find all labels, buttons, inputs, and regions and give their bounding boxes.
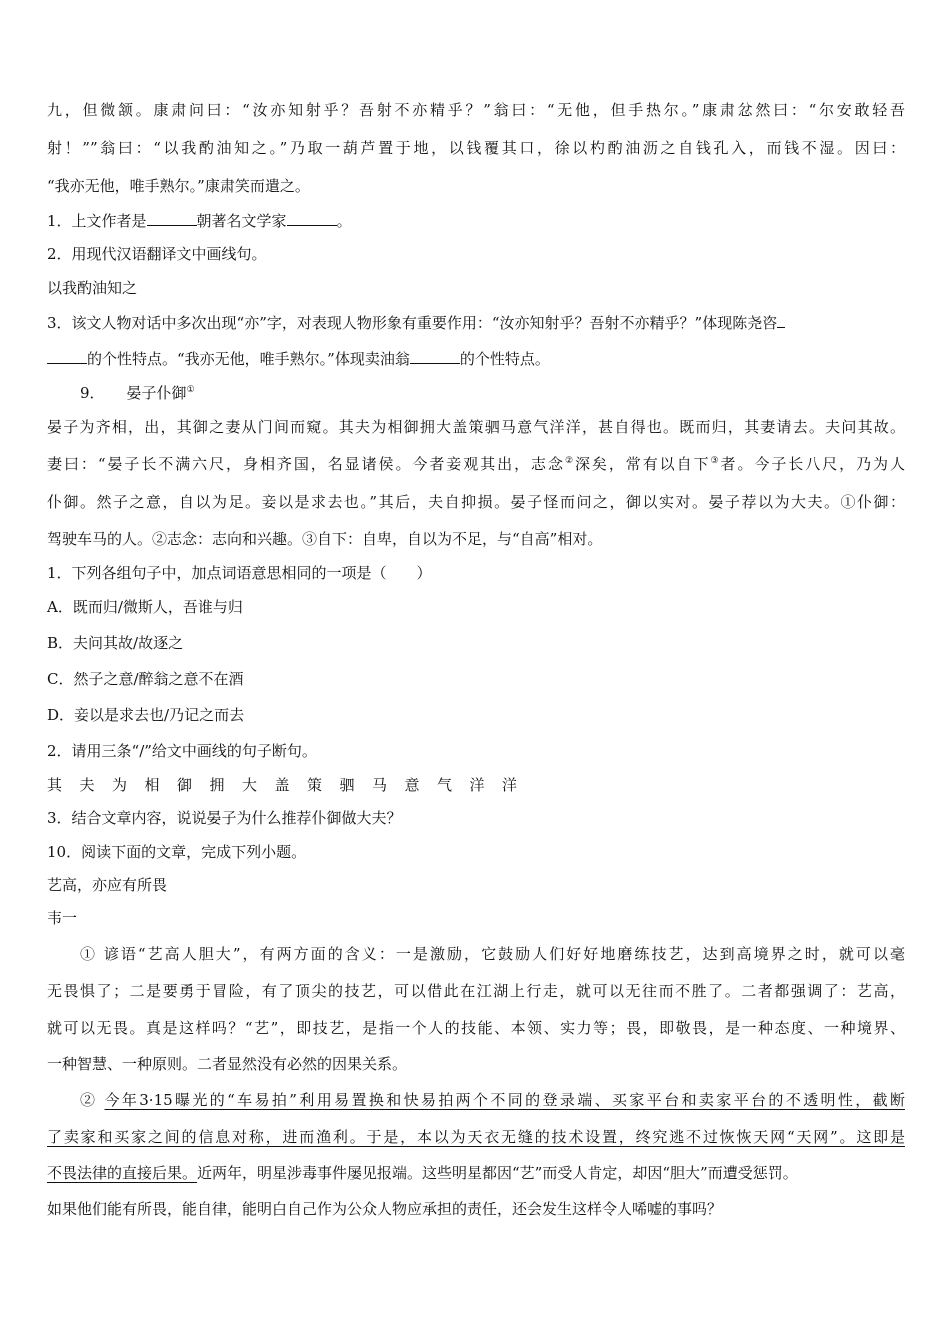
article-title: 艺高，亦应有所畏 bbox=[47, 876, 168, 894]
passage-line: 九，但微颔。康肃问曰：“汝亦知射乎？吾射不亦精乎？”翁曰：“无他，但手热尔。”康肃忿然曰：“尔安敢轻吾 bbox=[47, 101, 905, 119]
passage-line: 仆御。然子之意，自以为足。妾以是求去也。”其后，夫自抑损。晏子怪而问之，御以实对。晏子荐以为大夫。①仆御： bbox=[47, 493, 905, 511]
translation-sentence: 以我酌油知之 bbox=[47, 279, 138, 297]
option-c[interactable]: C．然子之意/醉翁之意不在酒 bbox=[47, 670, 244, 688]
article-paragraph-line: 一种智慧、一种原则。二者显然没有必然的因果关系。 bbox=[47, 1055, 408, 1073]
passage-line: 妻曰：“晏子长不满六尺，身相齐国，名显诸侯。今者妾观其出，志念②深矣，常有以自下③者。今子长八尺，乃为人 bbox=[47, 455, 905, 473]
article-paragraph-line: ② 今年3·15曝光的“车易拍”利用易置换和快易拍两个不同的登录端、买家平台和卖家平台的不透明性，截断 bbox=[80, 1091, 905, 1109]
option-a[interactable]: A．既而归/微斯人，吾谁与归 bbox=[47, 598, 243, 616]
annotation-line: 驾驶车马的人。②志念：志向和兴趣。③自下：自卑，自以为不足，与“自高”相对。 bbox=[47, 530, 603, 548]
question-8-3-cont: 的个性特点。“我亦无他，唯手熟尔。”体现卖油翁 的个性特点。 bbox=[47, 348, 550, 370]
question-9-3: 3．结合文章内容，说说晏子为什么推荐仆御做大夫？ bbox=[47, 809, 402, 827]
underlined-text: 了卖家和买家之间的信息对称，进而渔利。于是，本以为天衣无缝的技术设置，终究逃不过恢恢天网“天网”。这即是 bbox=[47, 1128, 905, 1146]
underlined-text: 不畏法律的直接后果。 bbox=[47, 1164, 198, 1182]
passage-line: 射！””翁曰：“以我酌油知之。”乃取一葫芦置于地，以钱覆其口，徐以杓酌油沥之自钱孔入，而钱不湿。因曰： bbox=[47, 139, 905, 157]
answer-blank[interactable] bbox=[287, 211, 337, 226]
passage-line: “我亦无他，唯手熟尔。”康肃笑而遣之。 bbox=[47, 177, 310, 195]
article-paragraph-line: ① 谚语“艺高人胆大”，有两方面的含义：一是激励，它鼓励人们好好地磨练技艺，达到高境界之时，就可以毫 bbox=[80, 945, 905, 963]
option-d[interactable]: D．妾以是求去也/乃记之而去 bbox=[47, 706, 245, 724]
article-paragraph-line: 无畏惧了；二是要勇于冒险，有了顶尖的技艺，可以借此在江湖上行走，就可以无往而不胜了。二者都强调了：艺高， bbox=[47, 982, 905, 1000]
question-9-2: 2．请用三条“/”给文中画线的句子断句。 bbox=[47, 742, 317, 760]
article-author: 韦一 bbox=[47, 909, 78, 927]
answer-blank[interactable] bbox=[147, 211, 197, 226]
answer-blank[interactable] bbox=[777, 313, 785, 328]
sentence-to-punctuate: 其夫为相御拥大盖策驷马意气洋洋 bbox=[47, 776, 535, 794]
article-paragraph-line: 不畏法律的直接后果。近两年，明星涉毒事件屡见报端。这些明星都因“艺”而受人肯定，却因“胆大”而遭受惩罚。 bbox=[47, 1164, 798, 1182]
question-8-2: 2．用现代汉语翻译文中画线句。 bbox=[47, 245, 267, 263]
passage-line: 晏子为齐相，出，其御之妻从门间而窥。其夫为相御拥大盖策驷马意气洋洋，甚自得也。既而归，其妻请去。夫问其故。 bbox=[47, 418, 905, 436]
section-9-heading: 9． 晏子仆御① bbox=[80, 384, 195, 402]
article-paragraph-line: 如果他们能有所畏，能自律，能明白自己作为公众人物应承担的责任，还会发生这样令人唏嘘的事吗？ bbox=[47, 1200, 723, 1218]
answer-blank[interactable] bbox=[410, 349, 460, 364]
question-8-1: 1．上文作者是 朝著名文学家 。 bbox=[47, 212, 352, 230]
question-10-intro: 10．阅读下面的文章，完成下列小题。 bbox=[47, 843, 307, 861]
underlined-text: 今年3·15曝光的“车易拍”利用易置换和快易拍两个不同的登录端、买家平台和卖家平台的不透明性，截断 bbox=[104, 1091, 905, 1109]
option-b[interactable]: B．夫问其故/故逐之 bbox=[47, 634, 184, 652]
article-paragraph-line: 就可以无畏。真是这样吗？“艺”，即技艺，是指一个人的技能、本领、实力等；畏，即敬畏，是一种态度、一种境界、 bbox=[47, 1019, 905, 1037]
question-9-1: 1．下列各组句子中，加点词语意思相同的一项是（ ） bbox=[47, 564, 432, 582]
answer-blank[interactable] bbox=[47, 349, 87, 364]
question-8-3: 3．该文人物对话中多次出现“亦”字，对表现人物形象有重要作用：“汝亦知射乎？吾射不亦精乎？”体现陈尧咨 bbox=[47, 312, 785, 334]
